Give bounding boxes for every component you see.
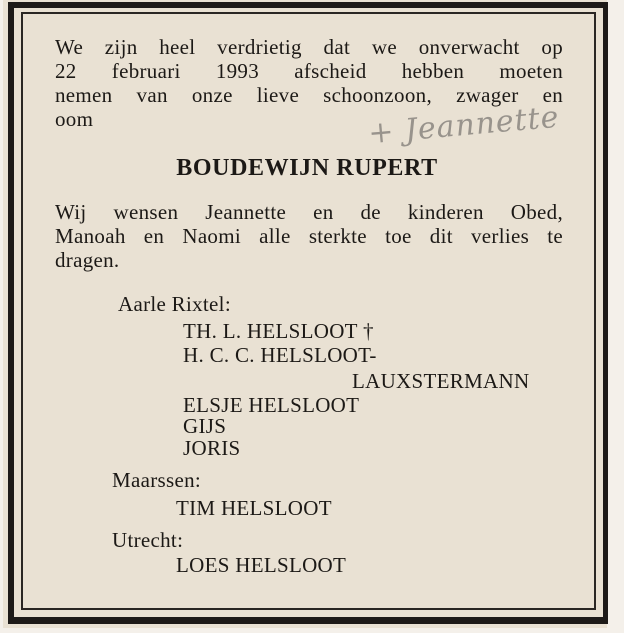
family-member: TIM HELSLOOT [176,496,332,520]
deceased-name: BOUDEWIJN RUPERT [176,155,438,181]
family-member: TH. L. HELSLOOT † [183,319,374,343]
place-maarssen: Maarssen: [112,468,202,492]
family-member: JORIS [183,436,241,460]
intro-line-3: nemen van onze lieve schoonzoon, zwager en [55,83,563,107]
intro-line-4: oom [55,107,94,131]
family-member-continued: LAUXSTERMANN [352,369,530,393]
family-member: H. C. C. HELSLOOT- [183,343,377,367]
intro-line-2: 22 februari 1993 afscheid hebben moeten [55,59,563,83]
handwritten-note: + Jeannette [366,99,561,152]
place-utrecht: Utrecht: [112,528,184,552]
family-member: ELSJE HELSLOOT [183,393,360,417]
place-aarle-rixtel: Aarle Rixtel: [118,292,231,316]
wish-line-1: Wij wensen Jeannette en de kinderen Obed, [55,200,563,224]
family-member: GIJS [183,414,227,438]
intro-line-1: We zijn heel verdrietig dat we onverwacht op [55,35,563,59]
wish-line-2: Manoah en Naomi alle sterkte toe dit verlies te [55,224,563,248]
condolence-wish [55,200,563,272]
wish-line-3: dragen. [55,248,120,272]
family-member: LOES HELSLOOT [176,553,347,577]
